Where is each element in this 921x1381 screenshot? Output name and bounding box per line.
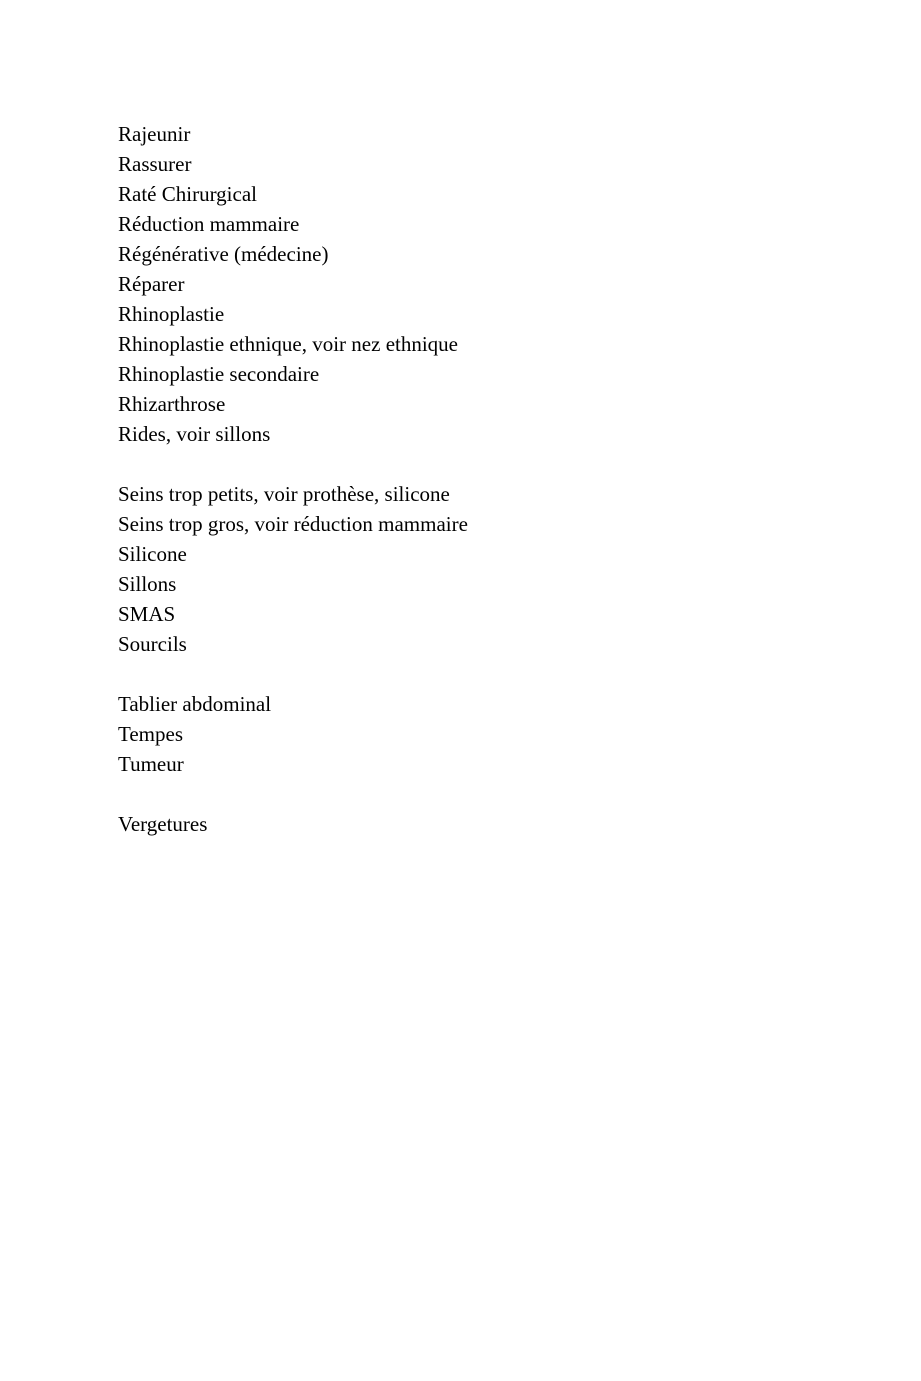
index-group-v [118, 809, 468, 839]
index-entry: Seins trop petits, voir prothèse, silicone [118, 482, 450, 506]
index-entry: Silicone [118, 542, 187, 566]
index-entry: Tempes [118, 722, 184, 746]
index-entry: Régénérative (médecine) [118, 242, 329, 266]
index-group-t [118, 689, 468, 779]
index-entry: Vergetures [118, 812, 208, 836]
index-entry: Rhinoplastie [118, 302, 225, 326]
index-entry: Rhizarthrose [118, 392, 226, 416]
index-entry: Tumeur [118, 752, 184, 776]
index-group-r [118, 119, 468, 449]
index-entry: SMAS [118, 602, 176, 626]
index-entry: Rhinoplastie secondaire [118, 362, 320, 386]
index-entry: Rhinoplastie ethnique, voir nez ethnique [118, 332, 458, 356]
index-entry: Rassurer [118, 152, 192, 176]
index-entry: Réduction mammaire [118, 212, 300, 236]
index-entry: Tablier abdominal [118, 692, 272, 716]
index-entry: Raté Chirurgical [118, 182, 257, 206]
index-entry: Rajeunir [118, 122, 191, 146]
index-entry: Rides, voir sillons [118, 422, 271, 446]
index-entry: Sillons [118, 572, 177, 596]
index-entry: Seins trop gros, voir réduction mammaire [118, 512, 468, 536]
index-entry: Réparer [118, 272, 185, 296]
index-entry: Sourcils [118, 632, 187, 656]
index-group-s [118, 479, 468, 659]
index-list [118, 119, 468, 839]
